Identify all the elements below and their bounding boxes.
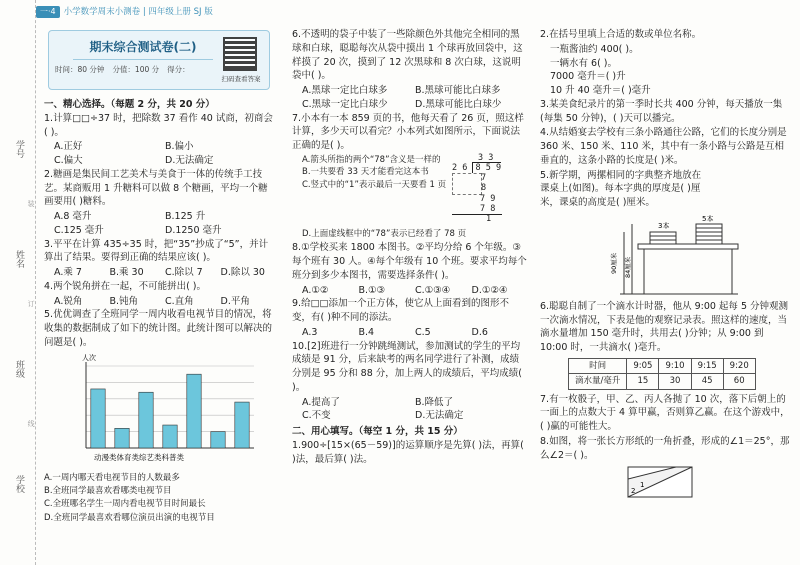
option[interactable]: B.黑球可能比白球多 — [415, 85, 501, 97]
fill-question-8: 8.如图，将一张长方形纸的一角折叠，形成的∠1＝25°，那么∠2＝( )。 — [540, 435, 790, 461]
tv-bar-chart — [64, 352, 276, 470]
margin-label-class: 班级 — [14, 360, 25, 378]
table-cell: 9:10 — [659, 359, 691, 374]
question-2: 2.糖画是集民间工艺美术与美食于一体的传统手工技艺。某商贩用 1 升糖料可以做 8 个糖画，平均一个糖画要用( )糖料。 — [44, 168, 268, 208]
fill-question-1: 1.900÷[15×(65－59)]的运算顺序是先算( )法，再算( )法，最后算( )法。 — [292, 439, 524, 465]
question-9: 9.给□□添加一个正方体，使它从上面看到的图形不变，有( )种不同的添法。 — [292, 298, 510, 324]
option[interactable]: C.偏大 — [54, 155, 83, 167]
question-9-options — [292, 326, 528, 340]
fill-item: 一瓶酱油约 400( )。 — [550, 43, 639, 55]
series-header — [36, 6, 213, 18]
bar — [211, 431, 225, 447]
question-7: 7.小本有一本 859 页的书，他每天看了 26 页，照这样计算，多少天可以看完？小本列式如图所示，下面说法正确的是( )。 — [292, 112, 524, 152]
bar — [163, 425, 177, 448]
fill-question-2-items — [540, 43, 790, 98]
question-10: 10.[2]班进行一分钟跳绳测试，参加测试的学生的平均成绩是 91 分，后来缺考的两名同学进行了补测，成绩分别是 95 分和 88 分，加上两人的成绩后，平均成绩( )。 — [292, 340, 522, 393]
question-7-body — [292, 154, 528, 228]
margin-label-id: 学号 — [14, 140, 25, 158]
table-cell: 60 — [723, 374, 755, 389]
option[interactable]: A.①② — [302, 284, 329, 296]
step: 7 8 — [452, 205, 502, 216]
question-5-option-a[interactable]: A.一周内哪天看电视节目的人数最多 — [44, 472, 180, 483]
bar-chart-svg — [64, 352, 264, 470]
question-1-options — [44, 140, 276, 168]
y-axis-label: 人次 — [82, 353, 96, 362]
margin-label-name: 姓名 — [14, 250, 25, 268]
fill-question-2: 2.在括号里填上合适的数或单位名称。 — [540, 29, 702, 40]
question-8-options — [292, 284, 528, 298]
option[interactable]: A.3 — [302, 326, 318, 338]
option[interactable]: B.乘 30 — [109, 267, 144, 279]
option[interactable]: B.降低了 — [415, 396, 454, 408]
option[interactable]: D.黑球可能比白球少 — [415, 98, 502, 110]
table-row — [569, 359, 756, 374]
option[interactable]: D.无法确定 — [415, 410, 464, 422]
quotient: 3 3 — [478, 152, 494, 163]
option[interactable]: C.5 — [415, 326, 431, 338]
series-title: 小学数学周末小测卷 | 四年级上册 SJ 版 — [63, 7, 213, 17]
fill-question-7: 7.有一枚骰子，甲、乙、丙人各抛了 10 次，落下后朝上的一面上的点数大于 4 算甲赢，否则算乙赢。在这个游戏中，( )赢的可能性大。 — [540, 393, 790, 433]
exam-score: 分值：100 分 — [112, 65, 160, 74]
question-5-option-c[interactable]: C.全班哪名学生一周内看电视节目时间最长 — [44, 499, 206, 510]
long-division — [452, 154, 522, 225]
column-3 — [540, 28, 790, 504]
question-4-options — [44, 295, 276, 309]
option[interactable]: B.①③ — [358, 284, 386, 296]
option[interactable]: A.正好 — [54, 141, 83, 153]
option[interactable]: C.直角 — [165, 295, 194, 307]
category-labels: 动漫类体育类综艺类科普类 — [94, 452, 184, 462]
option[interactable]: D.无法确定 — [165, 155, 214, 167]
bar — [115, 428, 129, 448]
cut-mark: 订 — [27, 300, 36, 307]
section-1-title: 一、精心选择。（每题 2 分，共 20 分） — [44, 99, 215, 110]
table-cell: 9:20 — [723, 359, 755, 374]
option[interactable]: D.6 — [471, 326, 488, 338]
desk-height-1: 90厘米 — [610, 252, 618, 274]
section-2-title: 二、用心填写。（每空 1 分，共 15 分） — [292, 426, 463, 438]
table-cell: 30 — [659, 374, 691, 389]
margin-label-school: 学校 — [14, 475, 25, 493]
cut-mark: 线 — [27, 420, 36, 427]
fill-question-5: 5.新学期，两摞相同的字典整齐地放在课桌上(如图)。每本字典的厚度是( )厘米，课桌的高度是( )厘米。 — [540, 169, 702, 209]
step: 7 8 — [452, 173, 482, 195]
binding-margin — [0, 0, 36, 565]
option[interactable]: B.一共要看 33 天才能看完这本书 — [302, 167, 429, 178]
angle-1-label: 1 — [640, 481, 645, 490]
cut-mark: 装 — [27, 200, 36, 207]
fill-item: 7000 毫升＝( )升 — [550, 71, 626, 83]
option[interactable]: D.平角 — [220, 295, 250, 307]
option[interactable]: C.除以 7 — [165, 267, 203, 279]
question-2-options — [44, 210, 276, 238]
option[interactable]: C.黑球一定比白球少 — [302, 98, 388, 110]
option[interactable]: C.不变 — [302, 410, 331, 422]
desk-label-3books: 3本 — [658, 221, 670, 230]
question-5: 5.优优调查了全班同学一周内收看电视节目的情况，将收集的数据制成了如下的统计图。此统计图可以解决的问题是( )。 — [44, 309, 273, 349]
question-5-option-b[interactable]: B.全班同学最喜欢看哪类电视节目 — [44, 486, 172, 497]
fill-question-6: 6.聪聪自制了一个滴水计时器，他从 9:00 起每 5 分钟观测一次滴水情况，下表是他的观察记录表。照这样的速度，当滴水量增加 150 毫升时，共用去( )分钟；从 9:00 到 10:00 时，一共滴水( )毫升。 — [540, 300, 789, 354]
table-cell: 滴水量/毫升 — [569, 374, 627, 389]
exam-time: 时间：80 分钟 — [55, 65, 105, 74]
table-cell: 时间 — [569, 359, 627, 374]
qr-caption: 扫码查看答案 — [221, 75, 261, 83]
option[interactable]: D.除以 30 — [220, 267, 265, 279]
option[interactable]: D.①②④ — [471, 284, 508, 296]
qr-code-icon — [223, 37, 257, 71]
question-7-option-d[interactable]: D.上面虚线框中的“78”表示已经看了 78 页 — [302, 228, 467, 239]
desk-figure — [610, 214, 790, 296]
option[interactable]: C.竖式中的“1”表示最后一天要看 1 页 — [302, 179, 447, 190]
option[interactable]: A.乘 7 — [54, 267, 82, 279]
option[interactable]: C.125 毫升 — [54, 224, 104, 236]
question-5-option-d[interactable]: D.全班同学最喜欢看哪位演员出演的电视节目 — [44, 512, 215, 523]
step: 1 — [486, 214, 492, 225]
exam-result: 得分： — [167, 65, 190, 74]
table-cell: 45 — [691, 374, 723, 389]
exam-meta — [55, 65, 190, 76]
option[interactable]: A.箭头所指的两个“78”含义是一样的 — [302, 154, 441, 165]
desk-svg — [610, 214, 740, 296]
division-line — [452, 164, 522, 174]
exam-title: 期末综合测试卷(二) — [73, 39, 213, 60]
fill-question-4: 4.从结婚宴去学校有三条小路通往公路，它们的长度分别是 360 米、150 米、110 米，其中有一条小路与公路是互相垂直的，这条小路的长度是( )米。 — [540, 127, 787, 166]
step: 7 9 — [480, 193, 496, 204]
option[interactable]: A.8 毫升 — [54, 211, 92, 223]
table-cell: 9:15 — [691, 359, 723, 374]
option[interactable]: C.①③④ — [415, 284, 451, 296]
exam-title-box — [48, 30, 270, 90]
option[interactable]: B.4 — [358, 326, 375, 338]
question-3: 3.平平在计算 435÷35 时，把“35”抄成了“5”，并计算出了结果。要得到正确的结果应该( )。 — [44, 238, 269, 264]
drip-table — [568, 358, 756, 390]
dividend: 8 5 9 — [472, 162, 501, 173]
fill-question-3: 3.某美食纪录片的第一季时长共 400 分钟，每天播放一集(每集 50 分钟)，( )天可以播完。 — [540, 98, 783, 124]
bar — [91, 389, 105, 448]
fill-item: 一辆水有 6( )。 — [550, 57, 617, 69]
bar — [235, 402, 249, 448]
desk-height-2: 84厘米 — [624, 256, 632, 278]
angle-2-label: 2 — [631, 487, 636, 496]
bar — [139, 392, 153, 448]
question-10-options — [292, 396, 528, 424]
bar — [187, 374, 201, 448]
column-1 — [44, 96, 276, 525]
series-tag: 一·4 — [36, 6, 60, 18]
question-4: 4.两个锐角拼在一起，不可能拼出( )。 — [44, 280, 206, 292]
table-cell: 9:05 — [627, 359, 659, 374]
question-3-options — [44, 266, 276, 280]
fold-figure — [626, 463, 696, 499]
question-1: 1.计算□□÷37 时，把除数 37 看作 40 试商，初商会( )。 — [44, 112, 273, 138]
option[interactable]: A.锐角 — [54, 295, 83, 307]
option[interactable]: D.1250 毫升 — [165, 224, 222, 236]
fill-item: 10 升 40 毫升＝( )毫升 — [550, 85, 651, 97]
table-row — [569, 374, 756, 389]
divisor: 2 6 — [452, 162, 468, 173]
option[interactable]: A.黑球一定比白球多 — [302, 85, 388, 97]
question-6: 6.不透明的袋子中装了一些除颜色外其他完全相同的黑球和白球，聪聪每次从袋中摸出 1 个球再放回袋中，这样摸了 20 次，摸到了 12 次黑球和 8 次白球，这说明袋中( )。 — [292, 29, 523, 82]
question-7-options — [302, 154, 452, 191]
question-6-options — [292, 84, 528, 112]
desk-label-5books: 5本 — [702, 214, 714, 223]
column-2 — [292, 28, 528, 467]
option[interactable]: B.125 升 — [165, 211, 206, 223]
option[interactable]: A.提高了 — [302, 396, 340, 408]
option[interactable]: B.钝角 — [109, 295, 139, 307]
option[interactable]: B.偏小 — [165, 141, 194, 153]
table-cell: 15 — [627, 374, 659, 389]
question-8: 8.①学校买来 1800 本图书。②平均分给 6 个年级。③每个班有 30 人。④每个年级有 10 个班。要求平均每个班分到多少本图书，需要选择条件( )。 — [292, 242, 527, 281]
